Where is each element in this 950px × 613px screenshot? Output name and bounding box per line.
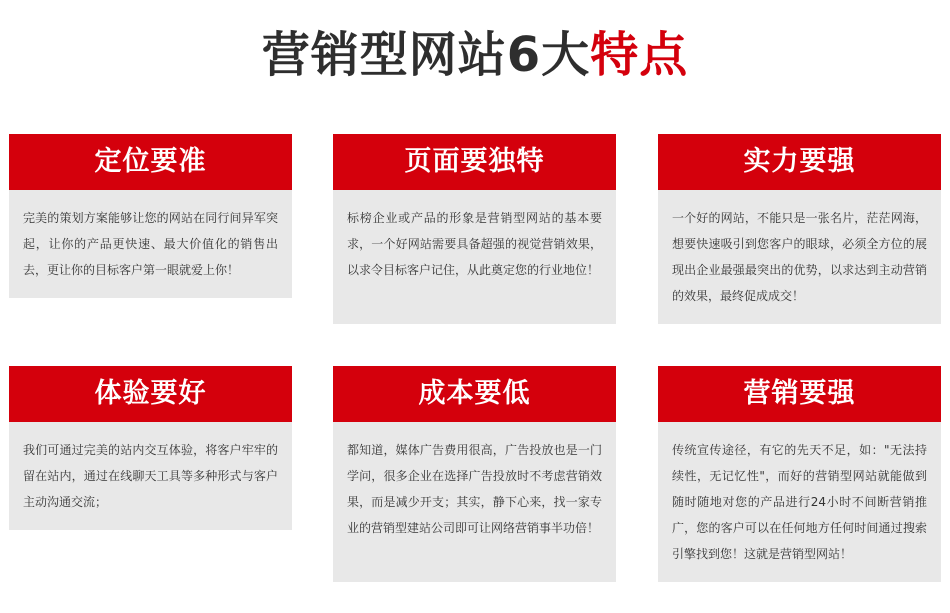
feature-card-title: 实力要强	[658, 134, 941, 190]
feature-card-experience	[9, 366, 292, 530]
page-title-main: 营销型网站6大	[261, 27, 591, 83]
feature-card-title: 定位要准	[9, 134, 292, 190]
feature-card-strength	[658, 134, 941, 324]
feature-card-title: 页面要独特	[333, 134, 616, 190]
feature-card-text: 我们可通过完美的站内交互体验，将客户牢牢的留在站内，通过在线聊天工具等多种形式与客户主动沟通交流；	[23, 443, 278, 509]
feature-card-title: 营销要强	[658, 366, 941, 422]
feature-card-text: 完美的策划方案能够让您的网站在同行间异军突起，让你的产品更快速、最大价值化的销售出去，更让你的目标客户第一眼就爱上你！	[23, 211, 278, 277]
feature-card-title: 成本要低	[333, 366, 616, 422]
page-title	[0, 22, 950, 88]
feature-card-positioning	[9, 134, 292, 298]
feature-card-unique-page	[333, 134, 616, 324]
feature-card-low-cost	[333, 366, 616, 582]
feature-card-text: 都知道，媒体广告费用很高，广告投放也是一门学问，很多企业在选择广告投放时不考虑营销效果，而是减少开支；其实，静下心来，找一家专业的营销型建站公司即可让网络营销事半功倍！	[347, 443, 602, 535]
page-title-accent: 特点	[590, 27, 689, 83]
feature-card-marketing	[658, 366, 941, 582]
feature-card-title: 体验要好	[9, 366, 292, 422]
feature-card-text: 传统宣传途径，有它的先天不足，如："无法持续性，无记忆性"，而好的营销型网站就能做到随时随地对您的产品进行24小时不间断营销推广，您的客户可以在任何地方任何时间通过搜索引擎找到您！这就是营销型网站！	[672, 443, 927, 561]
feature-card-text: 一个好的网站，不能只是一张名片，茫茫网海，想要快速吸引到您客户的眼球，必须全方位的展现出企业最强最突出的优势，以求达到主动营销的效果，最终促成成交！	[672, 211, 927, 303]
feature-card-text: 标榜企业或产品的形象是营销型网站的基本要求，一个好网站需要具备超强的视觉营销效果，以求令目标客户记住，从此奠定您的行业地位！	[347, 211, 602, 277]
